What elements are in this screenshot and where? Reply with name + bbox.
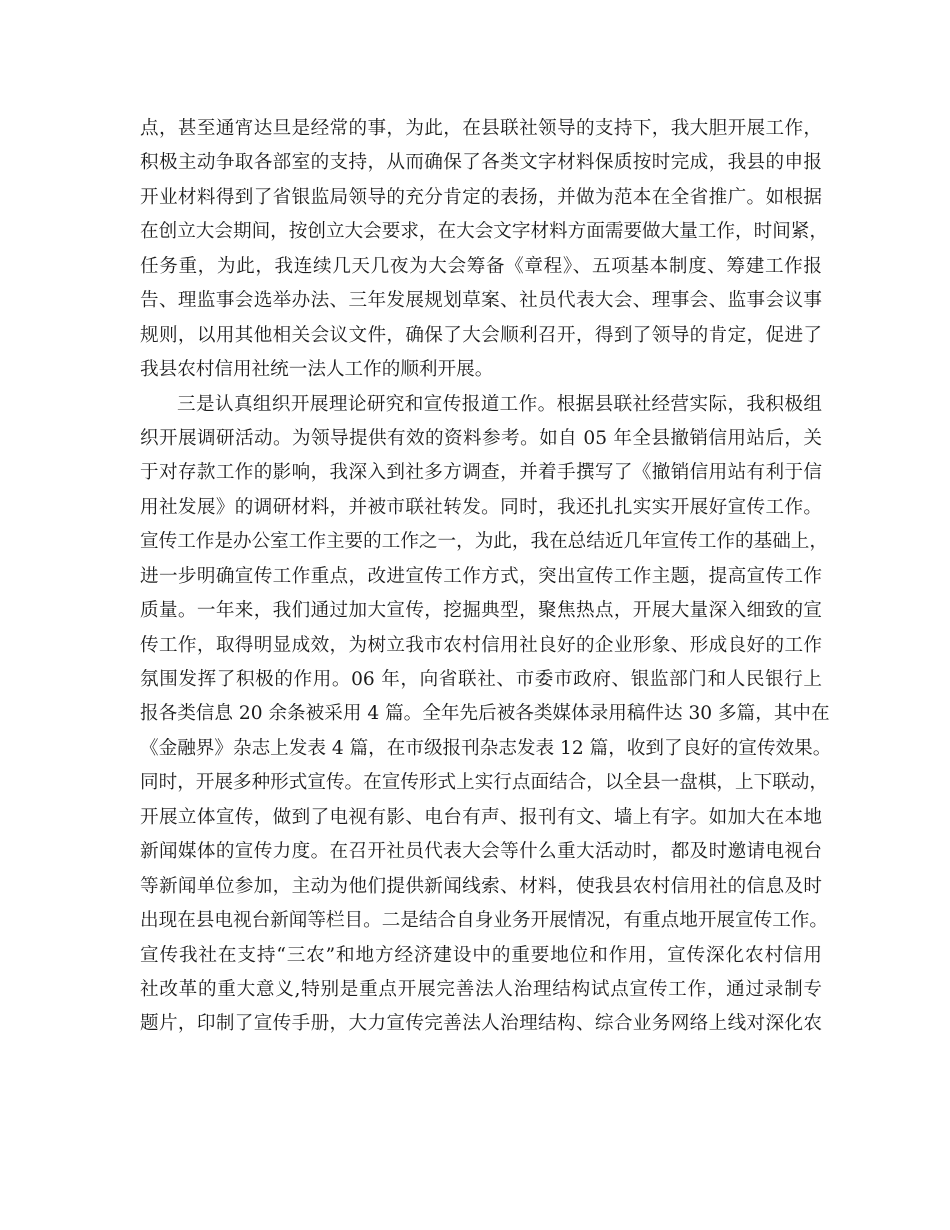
text-line: 进一步明确宣传工作重点，改进宣传工作方式，突出宣传工作主题，提高宣传工作 (140, 565, 822, 587)
text-line: 质量。一年来，我们通过加大宣传，挖掘典型，聚焦热点，开展大量深入细致的宣 (140, 600, 822, 622)
text-line: 社改革的重大意义,特别是重点开展完善法人治理结构试点宣传工作，通过录制专 (140, 978, 822, 1000)
text-line: 在创立大会期间，按创立大会要求，在大会文字材料方面需要做大量工作，时间紧， (140, 221, 828, 243)
text-line: 三是认真组织开展理论研究和宣传报道工作。根据县联社经营实际，我积极组 (177, 393, 822, 415)
text-line: 告、理监事会选举办法、三年发展规划草案、社员代表大会、理事会、监事会议事 (140, 290, 822, 312)
text-line: 宣传工作是办公室工作主要的工作之一，为此，我在总结近几年宣传工作的基础上， (140, 531, 828, 553)
text-line: 出现在县电视台新闻等栏目。二是结合自身业务开展情况，有重点地开展宣传工作。 (140, 910, 828, 932)
text-line: 点，甚至通宵达旦是经常的事，为此，在县联社领导的支持下，我大胆开展工作， (140, 118, 822, 139)
text-line: 宣传我社在支持“三农”和地方经济建设中的重要地位和作用，宣传深化农村信用 (140, 944, 822, 966)
text-line: 规则，以用其他相关会议文件，确保了大会顺利召开，得到了领导的肯定，促进了 (140, 324, 822, 346)
text-line: 等新闻单位参加，主动为他们提供新闻线索、材料，使我县农村信用社的信息及时 (140, 875, 822, 897)
text-line: 氛围发挥了积极的作用。06 年，向省联社、市委市政府、银监部门和人民银行上 (140, 669, 822, 690)
paragraph-1 (140, 112, 828, 388)
text-line: 开展立体宣传，做到了电视有影、电台有声、报刊有文、墙上有字。如加大在本地 (140, 806, 822, 828)
text-line: 《金融界》杂志上发表 4 篇，在市级报刊杂志发表 12 篇，收到了良好的宣传效果。 (140, 737, 832, 759)
text-line: 同时，开展多种形式宣传。在宣传形式上实行点面结合，以全县一盘棋，上下联动， (140, 772, 828, 794)
paragraph-2 (140, 388, 832, 1042)
text-line: 织开展调研活动。为领导提供有效的资料参考。如自 05 年全县撤销信用站后，关 (140, 427, 822, 449)
text-line: 新闻媒体的宣传力度。在召开社员代表大会等什么重大活动时，都及时邀请电视台 (140, 841, 822, 863)
text-line: 任务重，为此，我连续几天几夜为大会筹备《章程》、五项基本制度、筹建工作报 (140, 255, 822, 277)
text-line: 题片，印制了宣传手册，大力宣传完善法人治理结构、综合业务网络上线对深化农 (140, 1013, 822, 1035)
text-line: 报各类信息 20 余条被采用 4 篇。全年先后被各类媒体录用稿件达 30 多篇，其中在 (140, 703, 830, 725)
text-line: 于对存款工作的影响，我深入到社多方调查，并着手撰写了《撤销信用站有利于信 (140, 462, 822, 484)
text-line: 用社发展》的调研材料，并被市联社转发。同时，我还扎扎实实开展好宣传工作。 (140, 496, 822, 518)
text-line: 我县农村信用社统一法人工作的顺利开展。 (140, 359, 494, 381)
document-body (140, 112, 832, 1042)
text-line: 积极主动争取各部室的支持，从而确保了各类文字材料保质按时完成，我县的申报 (140, 152, 822, 174)
text-line: 开业材料得到了省银监局领导的充分肯定的表扬，并做为范本在全省推广。如根据 (140, 186, 822, 208)
text-line: 传工作，取得明显成效，为树立我市农村信用社良好的企业形象、形成良好的工作 (140, 634, 822, 656)
